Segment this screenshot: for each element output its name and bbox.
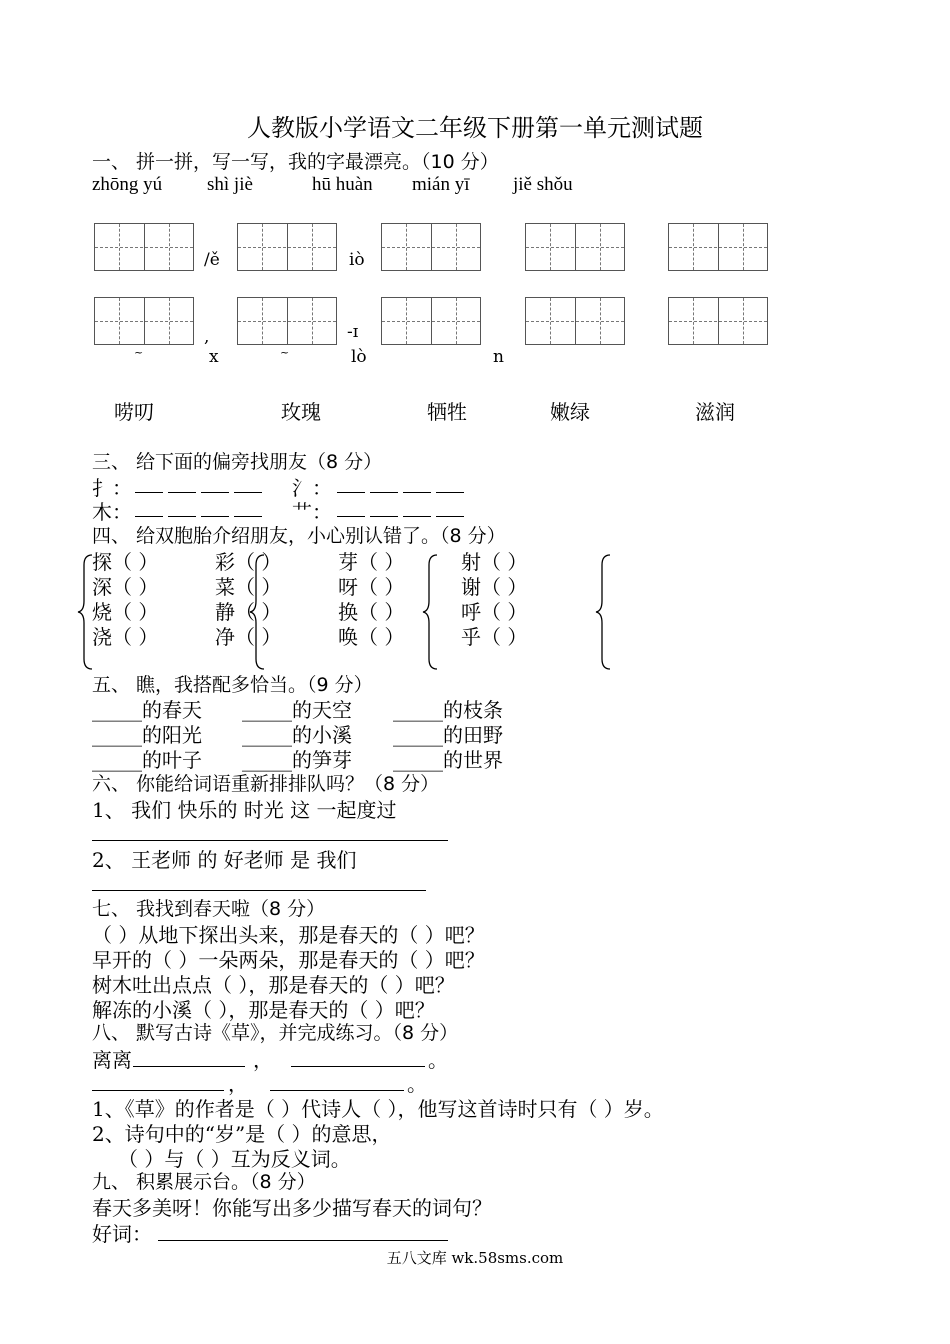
pinyin-fragment: -ɪ [347, 322, 359, 342]
blank-line[interactable] [436, 492, 464, 493]
poem-question-2: 2、诗句中的“岁”是（ ）的意思， [92, 1122, 392, 1146]
pinyin-fragment: ~ [280, 346, 290, 359]
pinyin-fragment: /ě [204, 250, 220, 270]
poem-period: 。 [428, 1048, 448, 1072]
pinyin-fragment: n [493, 347, 504, 367]
twin-char: 射（ ） [461, 550, 528, 574]
good-words-label: 好词： [92, 1222, 152, 1246]
answer-line[interactable] [92, 840, 448, 841]
match-item: _____的春天 [92, 698, 202, 722]
match-item: _____的小溪 [242, 723, 352, 747]
blank-line[interactable] [201, 492, 229, 493]
radical-label: 艹： [292, 500, 332, 524]
accumulation-prompt: 春天多美呀！你能写出多少描写春天的词句？ [92, 1196, 492, 1220]
pinyin-fragment: ~ [134, 346, 144, 359]
radical-label: 木： [92, 500, 132, 524]
section-4-heading: 四、 给双胞胎介绍朋友，小心别认错了。（8 分） [92, 525, 506, 547]
reorder-question: 2、 王老师 的 好老师 是 我们 [92, 848, 357, 872]
writing-grid[interactable] [381, 297, 481, 345]
blank-line[interactable] [403, 516, 431, 517]
writing-grid[interactable] [237, 223, 337, 271]
blank-line[interactable] [370, 492, 398, 493]
word-item: 牺牲 [427, 400, 467, 424]
section-6-heading: 六、 你能给词语重新排排队吗？（8 分） [92, 773, 440, 795]
pinyin-fragment: lò [351, 347, 367, 367]
good-words-line[interactable] [158, 1240, 448, 1241]
blank-line[interactable] [436, 516, 464, 517]
poem-start: 离离 [92, 1048, 132, 1072]
pinyin-fragment: , [204, 327, 210, 347]
curly-brace-icon [421, 553, 441, 671]
curly-brace-icon [76, 553, 96, 671]
pinyin-1: zhōng yú [92, 174, 163, 195]
blank-line[interactable] [337, 492, 365, 493]
twin-char: 菜（ ） [215, 575, 282, 599]
twin-char: 静（ ） [215, 600, 282, 624]
twin-char: 彩（ ） [215, 550, 282, 574]
reorder-question: 1、 我们 快乐的 时光 这 一起度过 [92, 798, 397, 822]
writing-grid[interactable] [237, 297, 337, 345]
pinyin-fragment: x [209, 347, 219, 367]
blank-line[interactable] [234, 492, 262, 493]
match-item: _____的天空 [242, 698, 352, 722]
blank-line[interactable] [370, 516, 398, 517]
writing-grid[interactable] [381, 223, 481, 271]
spring-line: （ ）从地下探出头来，那是春天的（ ）吧？ [92, 923, 485, 947]
spring-line: 树木吐出点点（ ），那是春天的（ ）吧？ [92, 973, 455, 997]
radical-label: 氵： [292, 476, 332, 500]
writing-grid[interactable] [668, 223, 768, 271]
word-item: 玫瑰 [281, 400, 321, 424]
twin-char: 换（ ） [338, 600, 405, 624]
twin-char: 呀（ ） [338, 575, 405, 599]
twin-char: 探（ ） [92, 550, 159, 574]
poem-period: 。 [407, 1072, 427, 1096]
blank-line[interactable] [201, 516, 229, 517]
poem-blank[interactable] [133, 1066, 245, 1067]
answer-line[interactable] [92, 890, 426, 891]
word-item: 唠叨 [114, 400, 154, 424]
writing-grid[interactable] [525, 223, 625, 271]
twin-char: 净（ ） [215, 625, 282, 649]
poem-blank[interactable] [270, 1090, 404, 1091]
writing-grid[interactable] [94, 223, 194, 271]
blank-line[interactable] [135, 492, 163, 493]
pinyin-3: hū huàn [312, 174, 373, 195]
writing-grid[interactable] [94, 297, 194, 345]
twin-char: 乎（ ） [461, 625, 528, 649]
blank-line[interactable] [135, 516, 163, 517]
word-item: 嫩绿 [550, 400, 590, 424]
section-3-heading: 三、 给下面的偏旁找朋友（8 分） [92, 451, 383, 473]
pinyin-fragment: iò [349, 250, 365, 270]
writing-grid[interactable] [668, 297, 768, 345]
spring-line: 解冻的小溪（ ），那是春天的（ ）吧？ [92, 998, 435, 1022]
pinyin-5: jiě shǒu [513, 174, 573, 195]
section-9-heading: 九、 积累展示台。（8 分） [92, 1171, 316, 1193]
poem-question-1: 1、《草》的作者是（ ）代诗人（ ），他写这首诗时只有（ ）岁。 [92, 1097, 664, 1121]
page-title: 人教版小学语文二年级下册第一单元测试题 [247, 114, 703, 142]
blank-line[interactable] [168, 492, 196, 493]
twin-char: 烧（ ） [92, 600, 159, 624]
pinyin-2: shì jiè [207, 174, 253, 195]
footer-watermark: 五八文库 wk.58sms.com [386, 1249, 564, 1267]
twin-char: 深（ ） [92, 575, 159, 599]
section-1-heading: 一、 拼一拼，写一写，我的字最漂亮。（10 分） [92, 151, 499, 173]
blank-line[interactable] [403, 492, 431, 493]
poem-blank[interactable] [291, 1066, 425, 1067]
match-item: _____的笋芽 [242, 748, 352, 772]
poem-comma: ， [253, 1048, 273, 1072]
section-8-heading: 八、 默写古诗《草》，并完成练习。（8 分） [92, 1022, 459, 1044]
twin-char: 唤（ ） [338, 625, 405, 649]
curly-brace-icon [594, 553, 614, 671]
writing-grid[interactable] [525, 297, 625, 345]
section-5-heading: 五、 瞧，我搭配多恰当。（9 分） [92, 674, 373, 696]
blank-line[interactable] [234, 516, 262, 517]
poem-comma: ， [228, 1072, 248, 1096]
pinyin-4: mián yī [412, 174, 470, 195]
match-item: _____的世界 [393, 748, 503, 772]
spring-line: 早开的（ ）一朵两朵，那是春天的（ ）吧？ [92, 948, 485, 972]
word-item: 滋润 [695, 400, 735, 424]
poem-question-2b: （ ）与（ ）互为反义词。 [118, 1147, 351, 1171]
match-item: _____的田野 [393, 723, 503, 747]
radical-label: 扌： [92, 476, 132, 500]
match-item: _____的阳光 [92, 723, 202, 747]
section-7-heading: 七、 我找到春天啦（8 分） [92, 898, 326, 920]
twin-char: 谢（ ） [461, 575, 528, 599]
blank-line[interactable] [168, 516, 196, 517]
twin-char: 芽（ ） [338, 550, 405, 574]
curly-brace-icon [248, 553, 268, 671]
match-item: _____的叶子 [92, 748, 202, 772]
match-item: _____的枝条 [393, 698, 503, 722]
twin-char: 浇（ ） [92, 625, 159, 649]
twin-char: 呼（ ） [461, 600, 528, 624]
poem-blank[interactable] [92, 1090, 224, 1091]
blank-line[interactable] [337, 516, 365, 517]
